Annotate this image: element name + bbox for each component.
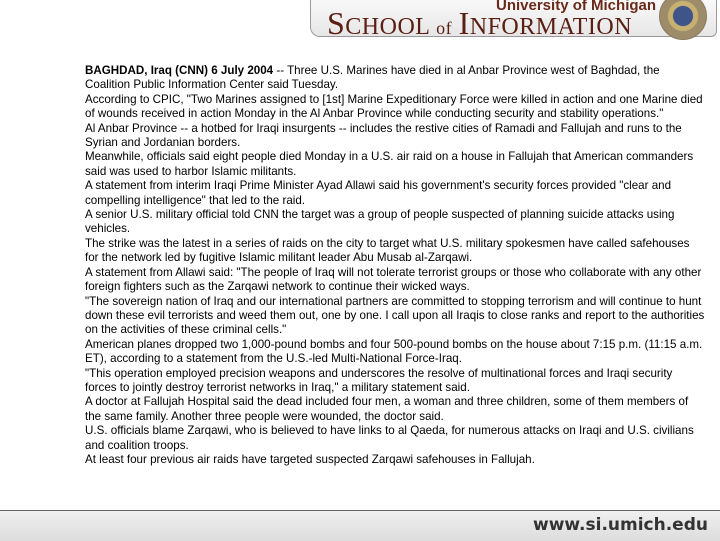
dateline: BAGHDAD, Iraq (CNN) 6 July 2004 <box>85 64 274 77</box>
university-name: University of Michigan <box>496 0 657 14</box>
footer-url: www.si.umich.edu <box>533 515 708 535</box>
footer-bar <box>0 510 720 541</box>
paragraph: "This operation employed precision weapons and underscores the resolve of multinational forces and Iraqi security forces to jointly destroy terrorist networks in Iraq," a military statement said. <box>85 366 673 394</box>
header-banner <box>310 0 717 41</box>
paragraph: American planes dropped two 1,000-pound bombs and four 500-pound bombs on the house about 7:15 p.m. (11:15 a.m. ET), according to a statement from the U.S.-led Multi-National Force-Iraq. <box>85 337 703 366</box>
paragraph: Al Anbar Province -- a hotbed for Iraqi insurgents -- includes the restive cities of Ramadi and Fallujah and runs to the Syrian and Jordanian borders. <box>85 121 682 150</box>
paragraph: A doctor at Fallujah Hospital said the dead included four men, a woman and three children, some of them members of the same family. Another three people were wounded, the doctor said. <box>85 395 689 423</box>
paragraph: Meanwhile, officials said eight people died Monday in a U.S. air raid on a house in Fallujah that American commanders said was used to harbor Islamic militants. <box>85 150 694 178</box>
paragraph: A senior U.S. military official told CNN the target was a group of people suspected of planning suicide attacks using vehicles. <box>85 208 675 236</box>
paragraph: At least four previous air raids have targeted suspected Zarqawi safehouses in Fallujah. <box>85 452 535 466</box>
paragraph: The strike was the latest in a series of raids on the city to target what U.S. military spokesmen have called safehouses for the network led by fugitive Islamic militant leader Abu Musab al-Zarqawi. <box>85 236 690 265</box>
paragraph: A statement from Allawi said: "The people of Iraq will not tolerate terrorist groups or those who collaborate with any other foreign fighters such as the Zarqawi network to continue their wicked ways. <box>85 265 702 294</box>
paragraph: "The sovereign nation of Iraq and our international partners are committed to stopping terrorism and will continue to hunt down these evil terrorists and weed them out, one by one. I call upon all Iraqis to close ranks and report to the authorities on the activities of these criminal cells." <box>85 294 705 337</box>
university-seal-icon <box>659 0 707 40</box>
article-body <box>85 64 705 467</box>
school-of-information-logo: SCHOOL of INFORMATION <box>327 5 633 41</box>
paragraph: U.S. officials blame Zarqawi, who is believed to have links to al Qaeda, for numerous attacks on Iraqi and U.S. civilians and coalition troops. <box>85 424 694 452</box>
paragraph-lead: BAGHDAD, Iraq (CNN) 6 July 2004 -- Three U.S. Marines have died in al Anbar Province west of Baghdad, the Coalition Public Information Center said Tuesday. <box>85 64 660 92</box>
paragraph: According to CPIC, "Two Marines assigned to [1st] Marine Expeditionary Force were killed in action and one Marine died of wounds received in action Monday in the Al Anbar Province while conducting security and stability operations." <box>85 92 703 121</box>
paragraph: A statement from interim Iraqi Prime Minister Ayad Allawi said his government's security forces provided "clear and compelling intelligence" that led to the raid. <box>85 179 672 207</box>
